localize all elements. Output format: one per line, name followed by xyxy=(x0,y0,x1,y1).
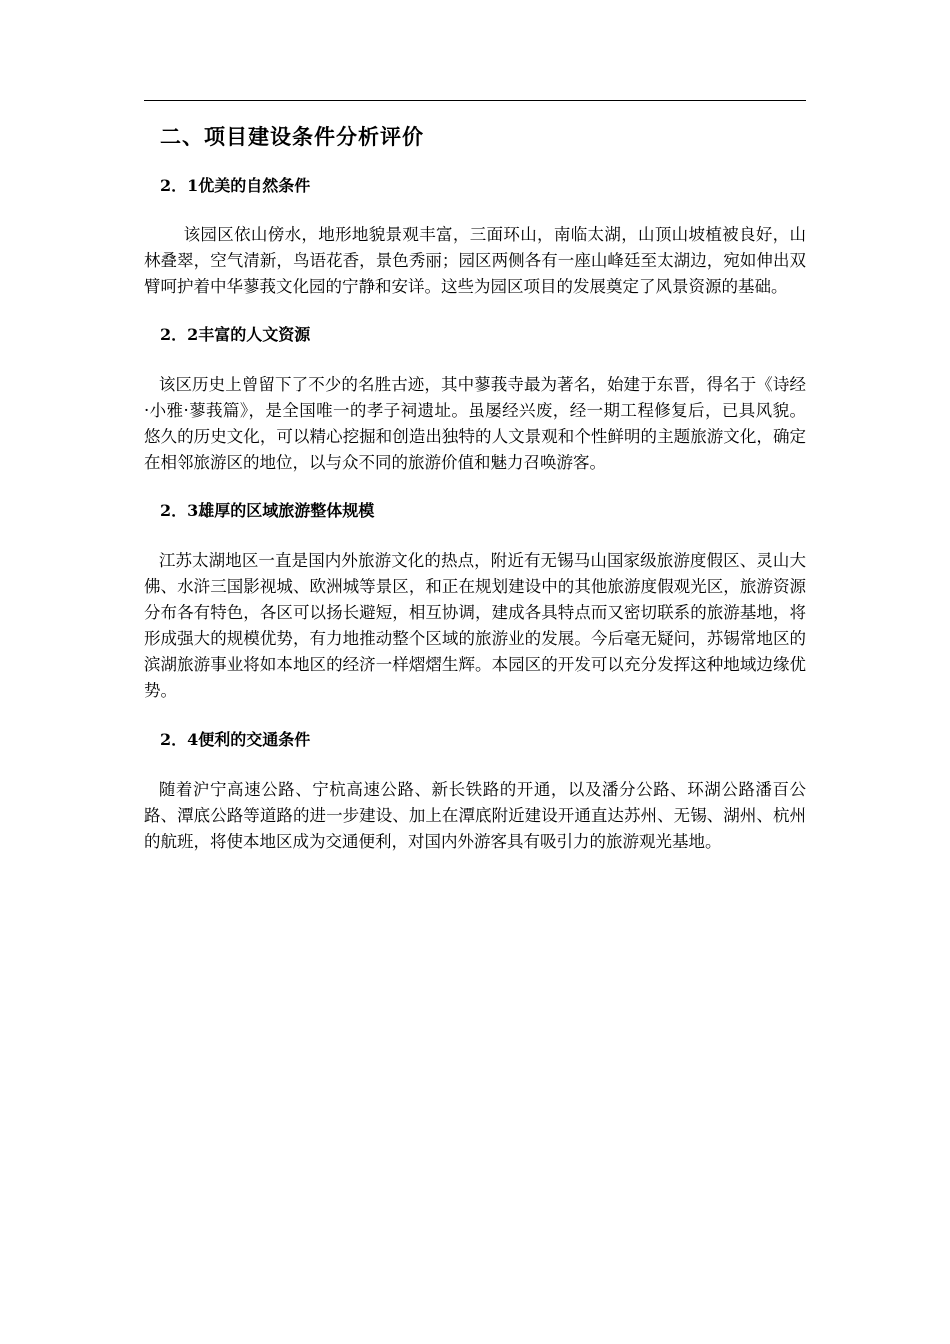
document-body xyxy=(144,120,806,855)
section-title-cultural-resources: 2．2丰富的人文资源 xyxy=(160,325,311,344)
section-body-natural-conditions: 该园区依山傍水，地形地貌景观丰富，三面环山，南临太湖，山顶山坡植被良好，山林叠翠，空气清新，鸟语花香，景色秀丽；园区两侧各有一座山峰廷至太湖边，宛如伸出双臂呵护着中华蓼莪文化园的宁静和安详。这些为园区项目的发展奠定了风景资源的基础。 xyxy=(144,225,806,296)
section-title-regional-tourism: 2．3雄厚的区域旅游整体规模 xyxy=(160,501,375,520)
chapter-title: 二、项目建设条件分析评价 xyxy=(160,124,424,149)
section-body-cultural-resources: 该区历史上曾留下了不少的名胜古迹，其中蓼莪寺最为著名，始建于东晋，得名于《诗经·小雅·蓼莪篇》，是全国唯一的孝子祠遗址。虽屡经兴废，经一期工程修复后，已具风貌。悠久的历史文化，可以精心挖掘和创造出独特的人文景观和个性鲜明的主题旅游文化，确定在相邻旅游区的地位，以与众不同的旅游价值和魅力召唤游客。 xyxy=(144,375,806,472)
header-rule xyxy=(144,100,806,101)
section-title-transportation: 2．4便利的交通条件 xyxy=(160,730,311,749)
section-body-regional-tourism: 江苏太湖地区一直是国内外旅游文化的热点，附近有无锡马山国家级旅游度假区、灵山大佛、水浒三国影视城、欧洲城等景区，和正在规划建设中的其他旅游度假观光区，旅游资源分布各有特色，各区可以扬长避短，相互协调，建成各具特点而又密切联系的旅游基地，将形成强大的规模优势，有力地推动整个区域的旅游业的发展。今后毫无疑问，苏锡常地区的滨湖旅游事业将如本地区的经济一样熠熠生辉。本园区的开发可以充分发挥这种地域边缘优势。 xyxy=(144,551,806,700)
section-title-natural-conditions: 2．1优美的自然条件 xyxy=(160,176,311,195)
section-body-transportation: 随着沪宁高速公路、宁杭高速公路、新长铁路的开通，以及潘分公路、环湖公路潘百公路、潭底公路等道路的进一步建设、加上在潭底附近建设开通直达苏州、无锡、湖州、杭州的航班，将使本地区成为交通便利，对国内外游客具有吸引力的旅游观光基地。 xyxy=(144,780,806,851)
